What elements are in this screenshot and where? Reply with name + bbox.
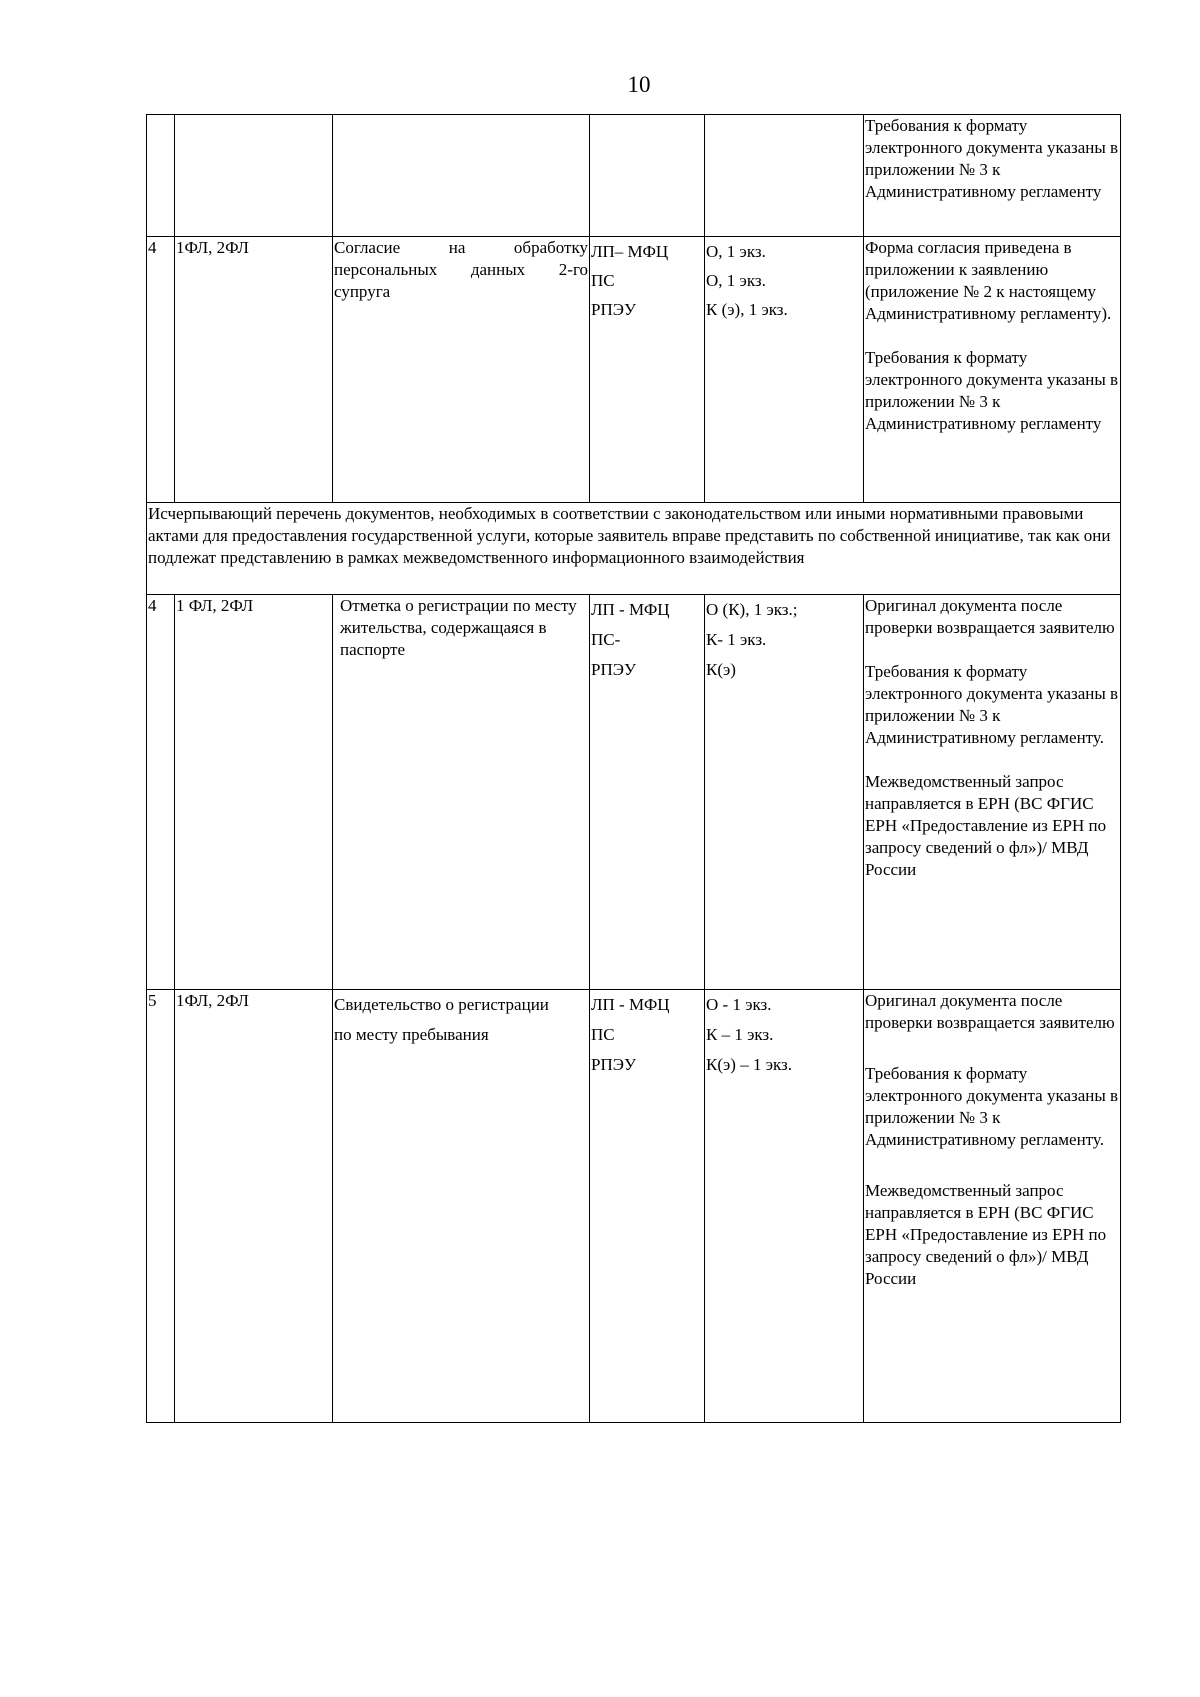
table-row [147, 990, 1121, 1423]
section-header-row [147, 503, 1121, 595]
document-line: Согласие на обработку [334, 238, 588, 257]
num-cell: 4 [147, 595, 175, 990]
method-line: ЛП - МФЦ [591, 600, 670, 619]
table-row [147, 595, 1121, 990]
document-cell [333, 115, 590, 237]
method-cell [590, 595, 705, 990]
method-line: ПС [591, 1025, 615, 1044]
document-cell [333, 595, 590, 990]
document-cell [333, 237, 590, 503]
method-line: ЛП - МФЦ [591, 995, 670, 1014]
method-line: РПЭУ [591, 300, 636, 319]
method-line: ЛП– МФЦ [591, 242, 669, 261]
notes-cell [864, 990, 1121, 1423]
method-cell [590, 237, 705, 503]
copies-cell [705, 595, 864, 990]
section-header: Исчерпывающий перечень документов, необходимых в соответствии с законодательством или иными нормативными правовыми актами для предоставления государственной услуги, которые заявитель вправе представить по собственной инициативе, так как они подлежат представлению в рамках межведомственного информационного взаимодействия [147, 503, 1121, 595]
copies-line: К (э), 1 экз. [706, 300, 788, 319]
applicant-cell [175, 115, 333, 237]
copies-line: О, 1 экз. [706, 242, 766, 261]
copies-line: К – 1 экз. [706, 1025, 774, 1044]
method-line: РПЭУ [591, 660, 636, 679]
copies-line: К(э) [706, 660, 736, 679]
note-paragraph: Оригинал документа после проверки возвращается заявителю [865, 596, 1115, 637]
method-line: ПС- [591, 630, 621, 649]
note-paragraph: Форма согласия приведена в приложении к заявлению (приложение № 2 к настоящему Административному регламенту). [865, 238, 1112, 323]
num-cell: 4 [147, 237, 175, 503]
method-line: РПЭУ [591, 1055, 636, 1074]
notes-cell [864, 237, 1121, 503]
note-paragraph: Межведомственный запрос направляется в ЕРН (ВС ФГИС ЕРН «Предоставление из ЕРН по запросу сведений о фл»)/ МВД России [865, 1181, 1107, 1288]
copies-cell [705, 115, 864, 237]
table-row [147, 115, 1121, 237]
table-row [147, 237, 1121, 503]
copies-line: К(э) – 1 экз. [706, 1055, 793, 1074]
document-line: по месту пребывания [334, 1025, 489, 1044]
copies-cell [705, 237, 864, 503]
note-paragraph: Оригинал документа после проверки возвращается заявителю [865, 991, 1115, 1032]
document-line: супруга [334, 282, 391, 301]
notes-cell [864, 595, 1121, 990]
documents-table [146, 114, 1121, 1423]
copies-line: О - 1 экз. [706, 995, 772, 1014]
applicant-cell: 1ФЛ, 2ФЛ [175, 237, 333, 503]
copies-line: К- 1 экз. [706, 630, 767, 649]
document-text: Отметка о регистрации по месту жительства, содержащаяся в паспорте [340, 596, 577, 659]
copies-cell [705, 990, 864, 1423]
copies-line: О (К), 1 экз.; [706, 600, 798, 619]
num-cell: 5 [147, 990, 175, 1423]
document-line: Свидетельство о регистрации [334, 995, 549, 1014]
applicant-cell: 1ФЛ, 2ФЛ [175, 990, 333, 1423]
document-cell [333, 990, 590, 1423]
notes-cell [864, 115, 1121, 237]
method-cell [590, 115, 705, 237]
note-paragraph: Требования к формату электронного документа указаны в приложении № 3 к Административному регламенту [865, 348, 1119, 433]
method-cell [590, 990, 705, 1423]
note-paragraph: Межведомственный запрос направляется в ЕРН (ВС ФГИС ЕРН «Предоставление из ЕРН по запросу сведений о фл»)/ МВД России [865, 772, 1107, 879]
applicant-cell: 1 ФЛ, 2ФЛ [175, 595, 333, 990]
note-paragraph: Требования к формату электронного документа указаны в приложении № 3 к Административному регламенту [865, 116, 1119, 201]
document-line: персональных данных 2-го [334, 260, 588, 279]
copies-line: О, 1 экз. [706, 271, 766, 290]
num-cell [147, 115, 175, 237]
note-paragraph: Требования к формату электронного документа указаны в приложении № 3 к Административному регламенту. [865, 662, 1119, 747]
page-number: 10 [627, 72, 651, 97]
method-line: ПС [591, 271, 615, 290]
note-paragraph: Требования к формату электронного документа указаны в приложении № 3 к Административному регламенту. [865, 1064, 1119, 1149]
